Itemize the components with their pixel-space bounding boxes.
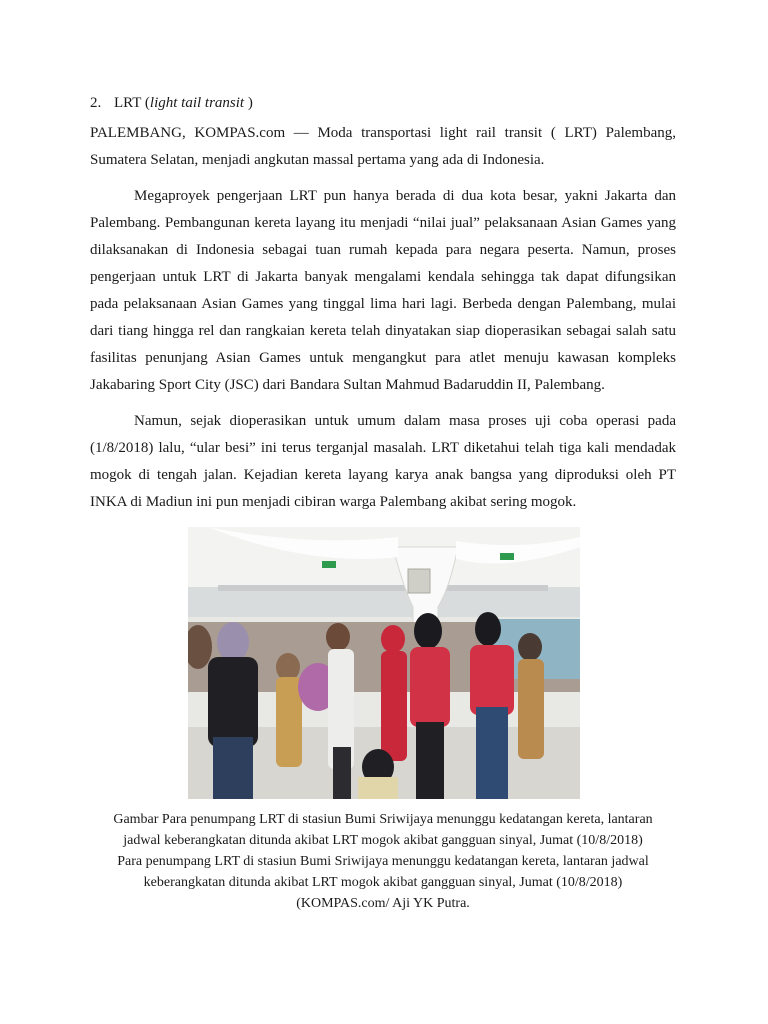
section-title: LRT ( [114,95,150,111]
section-title-end: ) [244,95,253,111]
photo-illustration [188,527,580,799]
caption-line-4: keberangkatan ditunda akibat LRT mogok akibat gangguan sinyal, Jumat (10/8/2018) [143,875,623,890]
lede-paragraph: PALEMBANG, KOMPAS.com — Moda transportasi light rail transit ( LRT) Palembang, Sumatera Selatan, menjadi angkutan massal pertama yang ada di Indonesia. [90,125,676,168]
section-number: 2. [90,95,102,111]
caption-line-3: Para penumpang LRT di stasiun Bumi Sriwijaya menunggu kedatangan kereta, lantaran jadwal [117,854,649,869]
body-paragraph-2: Namun, sejak dioperasikan untuk umum dalam masa proses uji coba operasi pada (1/8/2018) lalu, “ular besi” ini terus terganjal masalah. LRT diketahui telah tiga kali mendadak mogok di tengah jalan. Kejadian kereta layang karya anak bangsa yang diproduksi oleh PT INKA di Madiun ini pun menjadi cibiran warga Palembang akibat sering mogok. [90,413,676,510]
caption-line-1: Gambar Para penumpang LRT di stasiun Bumi Sriwijaya menunggu kedatangan kereta, lantaran [113,812,653,827]
caption-line-2: jadwal keberangkatan ditunda akibat LRT mogok akibat gangguan sinyal, Jumat (10/8/2018) [123,833,643,848]
caption-credit: (KOMPAS.com/ Aji YK Putra. [296,896,470,911]
section-title-italic: light tail transit [149,95,245,111]
photo-caption [90,809,676,914]
station-crowd-photo [188,527,580,799]
section-heading [90,92,253,114]
body-paragraph-1: Megaproyek pengerjaan LRT pun hanya berada di dua kota besar, yakni Jakarta dan Palembang. Pembangunan kereta layang itu menjadi “nilai jual” pelaksanaan Asian Games yang dilaksanakan di Indonesia sebagai tuan rumah kepada para negara peserta. Namun, proses pengerjaan untuk LRT di Jakarta banyak mengalami kendala sehingga tak dapat difungsikan pada pelaksanaan Asian Games yang tinggal lima hari lagi. Berbeda dengan Palembang, mulai dari tiang hingga rel dan rangkaian kereta telah dinyatakan siap dioperasikan sebagai salah satu fasilitas penunjang Asian Games untuk mengangkut para atlet menuju kawasan kompleks Jakabaring Sport City (JSC) dari Bandara Sultan Mahmud Badaruddin II, Palembang. [90,188,676,393]
